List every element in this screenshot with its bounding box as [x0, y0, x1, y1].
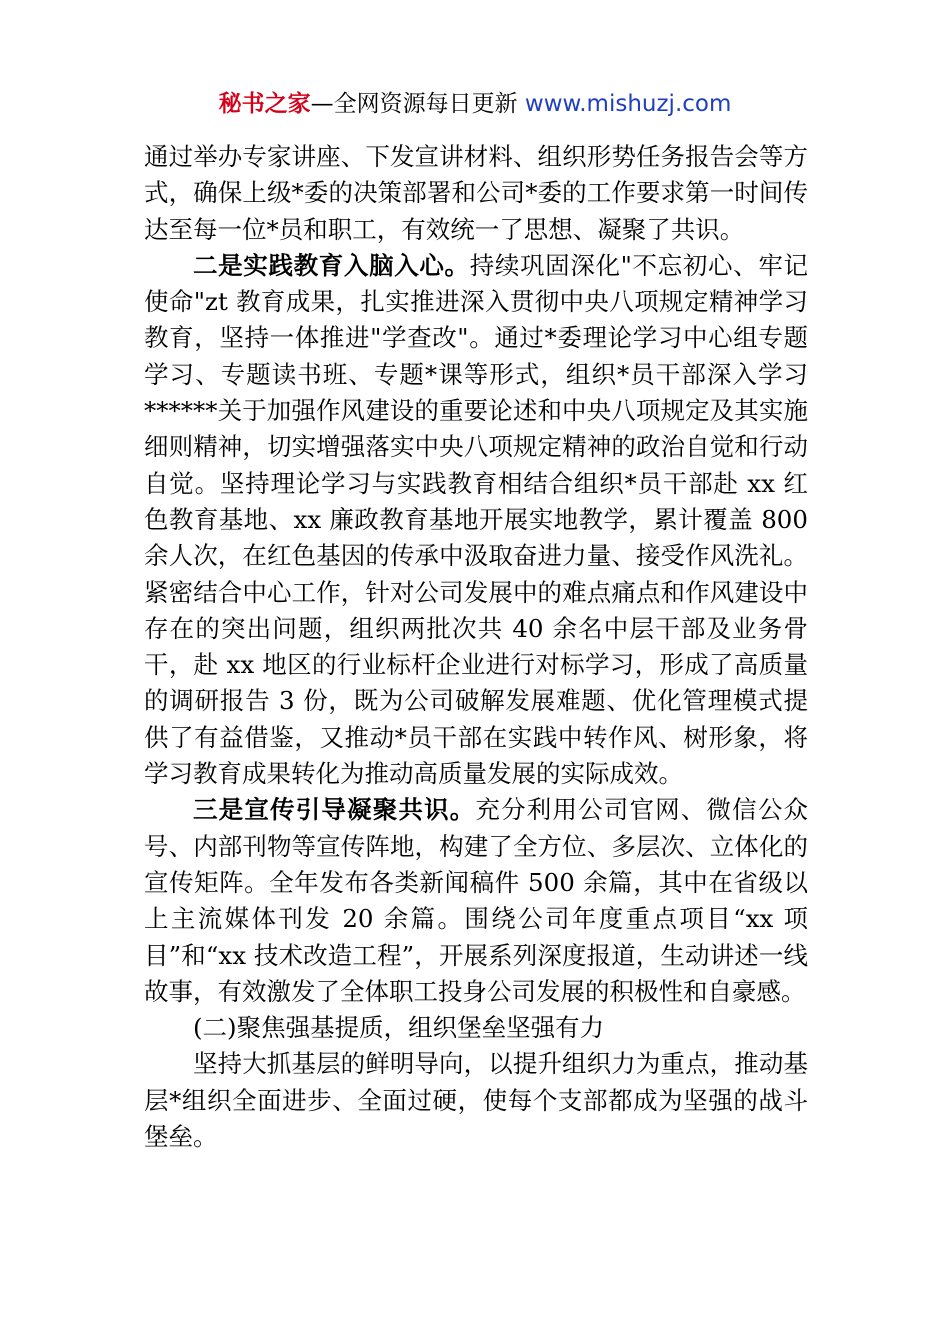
- paragraph-lead-heading: 二是实践教育入脑入心。: [193, 250, 470, 280]
- paragraph-publicity: [144, 792, 808, 1010]
- paragraph-text: 持续巩固深化"不忘初心、牢记使命"zt 教育成果，扎实推进深入贯彻中央八项规定精神学习教育，坚持一体推进"学查改"。通过*委理论学习中心组专题学习、专题读书班、专题*课等形式，组织*员干部深入学习******关于加强作风建设的重要论述和中央八项规定及其实施细则精神，切实增强落实中央八项规定精神的政治自觉和行动自觉。坚持理论学习与实践教育相结合组织*员干部赴 xx 红色教育基地、xx 廉政教育基地开展实地教学，累计覆盖 800 余人次，在红色基因的传承中汲取奋进力量、接受作风洗礼。紧密结合中心工作，针对公司发展中的难点痛点和作风建设中存在的突出问题，组织两批次共 40 余名中层干部及业务骨干，赴 xx 地区的行业标杆企业进行对标学习，形成了高质量的调研报告 3 份，既为公司破解发展难题、优化管理模式提供了有益借鉴，又推动*员干部在实践中转作风、树形象，将学习教育成果转化为推动高质量发展的实际成效。: [144, 250, 808, 789]
- site-header: [0, 88, 950, 120]
- paragraph-text: 充分利用公司官网、微信公众号、内部刊物等宣传阵地，构建了全方位、多层次、立体化的宣传矩阵。全年发布各类新闻稿件 500 余篇，其中在省级以上主流媒体刊发 20 余篇。围绕公司年度重点项目“xx 项目”和“xx 技术改造工程”，开展系列深度报道，生动讲述一线故事，有效激发了全体职工投身公司发展的积极性和自豪感。: [144, 795, 809, 1006]
- paragraph-continuation: [144, 139, 808, 248]
- site-url-link[interactable]: www.mishuzj.com: [524, 91, 732, 117]
- brand-name: 秘书之家: [218, 91, 311, 117]
- document-body: [144, 139, 808, 1155]
- paragraph-lead-heading: 三是宣传引导凝聚共识。: [193, 795, 476, 825]
- paragraph-text: 通过举办专家讲座、下发宣讲材料、组织形势任务报告会等方式，确保上级*委的决策部署和公司*委的工作要求第一时间传达至每一位*员和职工，有效统一了思想、凝聚了共识。: [144, 142, 808, 244]
- section-heading-text: (二)聚焦强基提质，组织堡垒坚强有力: [193, 1013, 605, 1043]
- header-tagline: —全网资源每日更新: [310, 91, 525, 117]
- paragraph-grassroots: [144, 1046, 808, 1155]
- section-heading: [144, 1010, 808, 1046]
- paragraph-practice-education: [144, 248, 808, 792]
- paragraph-text: 坚持大抓基层的鲜明导向，以提升组织力为重点，推动基层*组织全面进步、全面过硬，使每个支部都成为坚强的战斗堡垒。: [144, 1049, 808, 1152]
